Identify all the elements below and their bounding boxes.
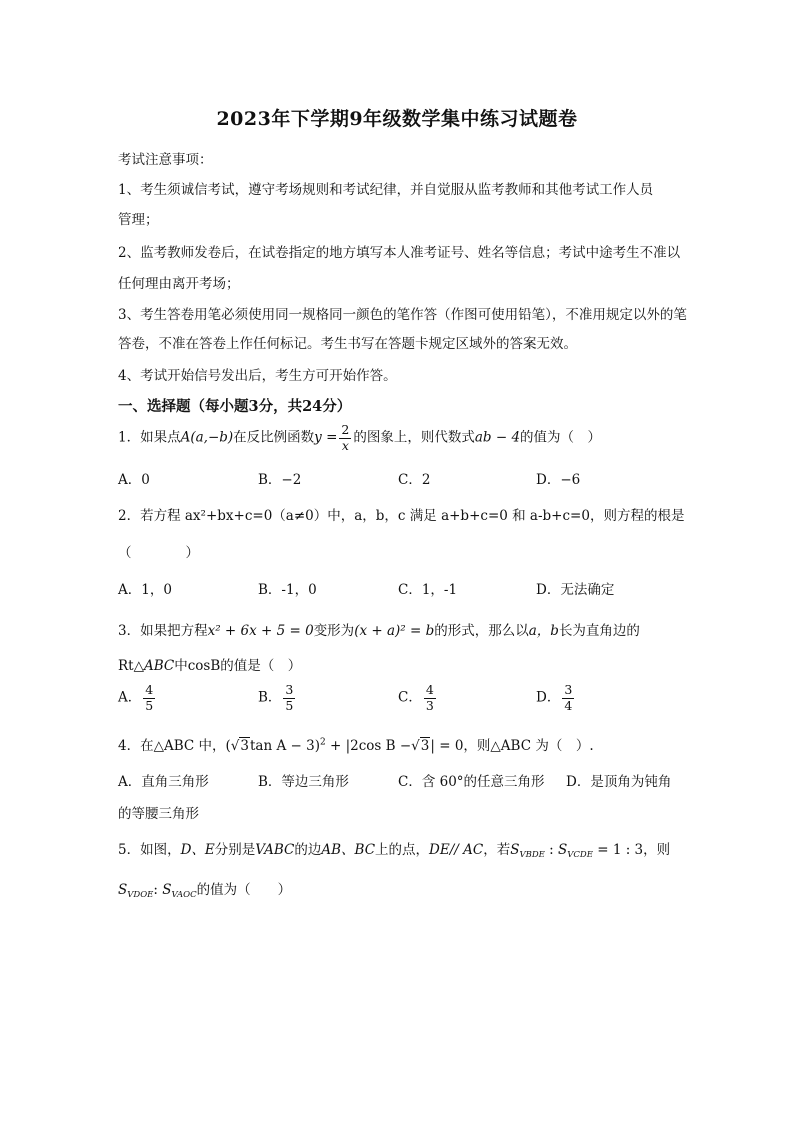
q5-colon: :: [544, 842, 558, 858]
q4-sqrt-3: 3: [240, 738, 249, 754]
q1-point: A: [180, 429, 191, 446]
q4-text-1: 4．在△ABC 中，: [118, 738, 226, 754]
q1-option-b: B．−2: [258, 472, 302, 488]
q3-option-a-den: 5: [145, 697, 154, 713]
q5-text-2: 分别是: [214, 842, 256, 858]
q4-expr-tan: tan A − 3): [250, 738, 320, 754]
q4-text-2: ，则△ABC 为（ ）.: [463, 738, 594, 754]
q3-option-b-label: B．: [258, 689, 282, 706]
q5-colon-2: :: [153, 882, 163, 898]
question-5-line-2: [118, 878, 291, 900]
q5-s1-sub: VBDE: [519, 850, 545, 860]
page-title: 2023年下学期9年级数学集中练习试题卷: [216, 108, 578, 130]
q2-option-d: D．无法确定: [536, 582, 615, 598]
q5-s2-sub: VCDE: [567, 850, 593, 860]
q5-de: D、E: [180, 842, 215, 858]
q3-text-1: 3．如果把方程: [118, 623, 208, 639]
q3-text-5: Rt△: [118, 658, 144, 674]
q3-vars: a，b: [528, 623, 559, 639]
q1-text-2: 在反比例函数: [233, 429, 315, 446]
q1-text-4: 的值为（ ）: [520, 429, 602, 446]
q1-expr: ab − 4: [474, 429, 521, 446]
q4-option-d-continued: 的等腰三角形: [118, 806, 199, 822]
q5-text-7: 的值为（ ）: [196, 882, 292, 898]
q3-text-2: 变形为: [313, 623, 355, 639]
q4-sqrt-3b: 3: [420, 738, 430, 754]
q3-option-d-label: D．: [536, 689, 561, 706]
q5-s4-sub: VAOC: [171, 890, 197, 900]
q5-s1: S: [510, 842, 520, 858]
q1-fraction: [339, 424, 351, 452]
q5-s2: S: [558, 842, 568, 858]
q5-text-4: 上的点，: [375, 842, 430, 858]
q4-option-d: D．是顶角为钝角: [566, 774, 672, 790]
notice-heading: 考试注意事项：: [118, 152, 213, 168]
q4-square: 2: [319, 737, 326, 748]
q4-option-c: C．含 60°的任意三角形: [398, 774, 545, 790]
q3-option-d: [536, 684, 576, 712]
q3-option-a-num: 4: [145, 682, 154, 697]
q1-option-a: A．0: [118, 472, 150, 488]
q3-triangle: ABC: [143, 658, 175, 674]
q3-text-6: 中: [174, 658, 188, 674]
q2-option-a: A．1，0: [118, 582, 172, 598]
q3-option-c-num: 4: [425, 682, 434, 697]
q1-option-d: D．−6: [536, 472, 581, 488]
q3-option-c-den: 3: [425, 697, 434, 713]
notice-line-3: 2、监考教师发卷后，在试卷指定的地方填写本人准考证号、姓名等信息；考试中途考生不准以: [118, 245, 681, 261]
q5-s3: S: [118, 882, 128, 898]
q1-option-c: C．2: [398, 472, 431, 488]
q3-option-c: [398, 684, 438, 712]
q3-option-b-num: 3: [285, 682, 294, 697]
question-3-line-1: [118, 619, 640, 639]
q4-expr-end: | = 0: [430, 738, 464, 754]
q1-fn-numerator: 2: [341, 422, 350, 437]
q5-s3-sub: VDOE: [127, 890, 154, 900]
q3-eq1: x² + 6x + 5 = 0: [207, 623, 314, 639]
q5-ratio: = 1 : 3: [592, 842, 644, 858]
q3-text-7: 的值是（ ）: [220, 658, 302, 674]
question-2-line-2: （ ）: [118, 545, 199, 561]
q5-triangle: VABC: [255, 842, 295, 858]
q3-option-d-den: 4: [564, 697, 573, 713]
question-4-line-1: 4．在△ABC 中，(√3tan A − 3)$^2$ + |2cos B −√3| = 0，则△ABC 为（ ）.: [118, 737, 594, 754]
q3-option-a: [118, 684, 157, 712]
q4-option-a: A．直角三角形: [118, 774, 209, 790]
q3-option-b: [258, 684, 297, 712]
q3-text-3: 的形式，那么以: [434, 623, 529, 639]
q3-eq2: (x + a)² = b: [354, 623, 435, 639]
q1-text-3: 的图象上，则代数式: [353, 429, 475, 446]
notice-line-2: 管理；: [118, 212, 159, 228]
q5-sides: AB、BC: [321, 842, 376, 858]
q1-coord: (a,−b): [190, 429, 234, 446]
notice-line-4: 任何理由离开考场；: [118, 276, 240, 292]
section-heading: 一、选择题（每小题3分，共24分）: [118, 398, 352, 415]
question-2-line-1: 2．若方程 ax²+bx+c=0（a≠0）中，a，b，c 满足 a+b+c=0 和 a-b+c=0，则方程的根是: [118, 508, 685, 524]
q3-option-c-label: C．: [398, 689, 422, 706]
q5-text-3: 的边: [294, 842, 322, 858]
q3-option-d-num: 3: [564, 682, 573, 697]
q3-option-b-den: 5: [285, 697, 294, 713]
notice-line-7: 4、考试开始信号发出后，考生方可开始作答。: [118, 368, 397, 384]
q4-expr-open: (: [225, 738, 231, 754]
q4-option-b: B．等边三角形: [258, 774, 349, 790]
question-3-line-2: [118, 654, 301, 674]
q2-option-b: B．-1，0: [258, 582, 317, 598]
q3-option-a-label: A．: [118, 689, 142, 706]
q3-text-4: 长为直角边的: [558, 623, 640, 639]
q5-text-1: 5．如图，: [118, 842, 181, 858]
q1-fn: y =: [314, 429, 338, 446]
q5-text-6: ，则: [643, 842, 671, 858]
q3-cos: cosB: [187, 658, 221, 674]
notice-line-1: 1、考生须诚信考试，遵守考场规则和考试纪律，并自觉服从监考教师和其他考试工作人员: [118, 182, 654, 198]
notice-line-5: 3、考生答卷用笔必须使用同一规格同一颜色的笔作答（作图可使用铅笔），不准用规定以外的笔: [118, 307, 687, 323]
notice-line-6: 答卷，不准在答卷上作任何标记。考生书写在答题卡规定区域外的答案无效。: [118, 336, 577, 352]
question-1: [118, 424, 601, 452]
q4-expr-cos: + |2cos B −: [325, 738, 412, 754]
q5-parallel: DE// AC: [429, 842, 484, 858]
q1-text-1: 1．如果点: [118, 429, 181, 446]
q5-text-5: ，若: [483, 842, 511, 858]
q2-option-c: C．1，-1: [398, 582, 458, 598]
q1-fn-denominator: x: [341, 437, 349, 453]
q5-s4: S: [162, 882, 172, 898]
question-5-line-1: [118, 838, 670, 860]
